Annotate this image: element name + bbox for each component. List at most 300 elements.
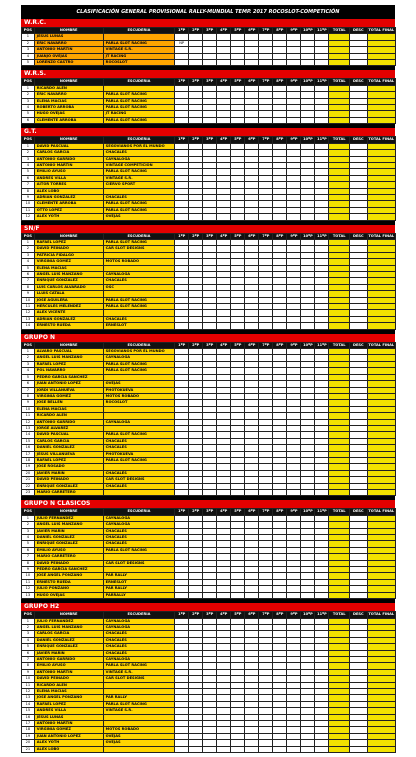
- driver-name: DANIEL GONZALEZ: [34, 535, 103, 541]
- position-cell: 7: [22, 278, 35, 284]
- team-name: CHACALES: [103, 631, 174, 637]
- total-cell: [329, 592, 349, 598]
- driver-name: DAVID PASCUAL: [34, 432, 103, 438]
- driver-name: CARLOS GARCIA: [34, 150, 103, 156]
- points-cell: [315, 746, 329, 752]
- driver-name: ANGEL LUIS MANZANO: [34, 272, 103, 278]
- driver-name: ALEX VICENTE: [34, 310, 103, 316]
- column-header: TOTAL: [329, 79, 349, 85]
- column-header: 8ºP: [273, 233, 287, 239]
- column-header: DESC: [349, 612, 367, 618]
- table-row: [22, 323, 396, 329]
- column-header: ESCUDERIA: [103, 137, 174, 143]
- driver-name: JUANJO OVEJAS: [34, 53, 103, 59]
- column-header: 6ºP: [245, 233, 259, 239]
- column-header: 1ºP: [175, 612, 189, 618]
- team-name: MOTOS ROBADO: [103, 259, 174, 265]
- table-row: [22, 60, 396, 66]
- position-cell: 5: [22, 169, 35, 175]
- team-name: CAYNALOGA: [103, 156, 174, 162]
- position-cell: 12: [22, 419, 35, 425]
- position-cell: 6: [22, 175, 35, 181]
- position-cell: 4: [22, 368, 35, 374]
- points-cell: [189, 746, 203, 752]
- position-cell: 5: [22, 374, 35, 380]
- column-header: 3ºP: [203, 28, 217, 34]
- column-header: 4ºP: [217, 233, 231, 239]
- points-cell: [175, 323, 189, 329]
- driver-name: JOSE ROSADO: [34, 464, 103, 470]
- position-cell: 10: [22, 201, 35, 207]
- team-name: ERNESLOT: [103, 579, 174, 585]
- team-name: PHOTOKUEVA: [103, 387, 174, 393]
- driver-name: RAFAEL LOPEZ: [34, 457, 103, 463]
- driver-name: JOSE ANGEL PONZANO: [34, 573, 103, 579]
- points-cell: [301, 592, 315, 598]
- position-cell: 3: [22, 528, 35, 534]
- points-cell: [231, 60, 245, 66]
- column-header: 8ºP: [273, 137, 287, 143]
- final-total-cell: [367, 490, 395, 496]
- position-cell: 5: [22, 644, 35, 650]
- column-header: 1ºP: [175, 509, 189, 515]
- position-cell: 3: [22, 252, 35, 258]
- section-title: G.T.: [21, 128, 395, 136]
- position-cell: 6: [22, 117, 35, 123]
- position-cell: 10: [22, 676, 35, 682]
- column-header: TOTAL FINAL: [368, 612, 395, 617]
- standings-table: [21, 233, 396, 330]
- column-header: 10ºP: [301, 137, 315, 143]
- column-header: 4ºP: [217, 79, 231, 85]
- column-header: 2ºP: [189, 509, 203, 515]
- discard-cell: [349, 117, 367, 123]
- column-header: ESCUDERIA: [103, 509, 174, 515]
- column-header: 9ºP: [287, 79, 301, 85]
- team-name: CHACALES: [103, 483, 174, 489]
- column-header: 10ºP: [301, 233, 315, 239]
- column-header: NOMBRE: [34, 612, 103, 618]
- driver-name: EMILIO AYUSO: [34, 547, 103, 553]
- driver-name: RAFAEL LOPEZ: [34, 361, 103, 367]
- driver-name: DAVID PEINADO: [34, 560, 103, 566]
- standings-table: [21, 342, 396, 497]
- column-header: 11ºP: [315, 137, 329, 143]
- column-header: DESC: [349, 342, 367, 348]
- driver-name: RAFAEL LOPEZ: [34, 239, 103, 245]
- team-name: CAR SLOT DESIGNS: [103, 560, 174, 566]
- team-name: CAYNALOGA: [103, 624, 174, 630]
- driver-name: JORDI VILLANUEVA: [34, 387, 103, 393]
- column-header: NOMBRE: [34, 233, 103, 239]
- column-header: 6ºP: [245, 28, 259, 34]
- position-cell: 10: [22, 573, 35, 579]
- position-cell: 15: [22, 438, 35, 444]
- position-cell: 16: [22, 714, 35, 720]
- points-cell: [245, 117, 259, 123]
- driver-name: HUGO OVEJAS: [34, 592, 103, 598]
- points-cell: [315, 214, 329, 220]
- driver-name: ANTONIO GARRIDO: [34, 656, 103, 662]
- column-header: 1ºP: [175, 28, 189, 34]
- points-cell: [315, 117, 329, 123]
- driver-name: JESUS LUNAS: [34, 714, 103, 720]
- points-cell: [287, 323, 301, 329]
- driver-name: LLUIS CATALA: [34, 291, 103, 297]
- column-header: 5ºP: [231, 342, 245, 348]
- driver-name: ELENA MACIAS: [34, 406, 103, 412]
- column-header: 8ºP: [273, 509, 287, 515]
- position-cell: 4: [22, 535, 35, 541]
- position-cell: 10: [22, 297, 35, 303]
- column-header: 10ºP: [301, 28, 315, 34]
- column-header: NOMBRE: [34, 137, 103, 143]
- driver-name: ERNESTO RUEDA: [34, 579, 103, 585]
- column-header: 10ºP: [301, 79, 315, 85]
- standings-table: [21, 78, 396, 124]
- position-cell: 8: [22, 393, 35, 399]
- driver-name: DAVID PEINADO: [34, 676, 103, 682]
- driver-name: JOSE ANGEL PONZANO: [34, 695, 103, 701]
- driver-name: JAVIER MARIN: [34, 470, 103, 476]
- position-cell: 3: [22, 98, 35, 104]
- position-cell: 6: [22, 272, 35, 278]
- position-cell: 7: [22, 387, 35, 393]
- position-cell: 4: [22, 53, 35, 59]
- position-cell: 13: [22, 425, 35, 431]
- driver-name: JULIO FERNANDEZ: [34, 618, 103, 624]
- driver-name: ANDRES VILLA: [34, 708, 103, 714]
- team-name: VINTAGE S.R.: [103, 708, 174, 714]
- team-name: CHACALES: [103, 644, 174, 650]
- column-header: TOTAL: [329, 137, 349, 143]
- team-name: OVEJAS: [103, 381, 174, 387]
- driver-name: ELENA MACIAS: [34, 98, 103, 104]
- position-cell: 1: [22, 239, 35, 245]
- driver-name: VIRGINIA GOMEZ: [34, 727, 103, 733]
- points-cell: [175, 214, 189, 220]
- column-header: 2ºP: [189, 137, 203, 143]
- points-cell: [203, 592, 217, 598]
- position-cell: 11: [22, 304, 35, 310]
- points-cell: [189, 592, 203, 598]
- points-cell: [245, 214, 259, 220]
- position-cell: 1: [22, 143, 35, 149]
- total-cell: [329, 117, 349, 123]
- team-name: CHACALES: [103, 535, 174, 541]
- driver-name: HERCULES MELENDEZ: [34, 304, 103, 310]
- position-cell: 14: [22, 323, 35, 329]
- column-header: 9ºP: [287, 137, 301, 143]
- team-name: ROCOSLOT: [103, 60, 174, 66]
- driver-name: ALEX YOTH: [34, 214, 103, 220]
- column-header: NOMBRE: [34, 79, 103, 85]
- driver-name: ADRIAN GONZALEZ: [34, 316, 103, 322]
- position-cell: 4: [22, 259, 35, 265]
- column-header: 5ºP: [231, 509, 245, 515]
- driver-name: RICARDO ALEN: [34, 682, 103, 688]
- points-cell: [301, 117, 315, 123]
- column-header: TOTAL FINAL: [368, 137, 395, 142]
- position-cell: 17: [22, 721, 35, 727]
- position-cell: 11: [22, 207, 35, 213]
- position-cell: 13: [22, 695, 35, 701]
- points-cell: [259, 60, 273, 66]
- points-cell: [203, 60, 217, 66]
- driver-name: RICARDO ALEN: [34, 85, 103, 91]
- team-name: PARLA SLOT RACING: [103, 304, 174, 310]
- team-name: CHACALES: [103, 528, 174, 534]
- position-cell: 1: [22, 515, 35, 521]
- driver-name: JOSE BELLEN: [34, 400, 103, 406]
- standings-table: [21, 136, 396, 220]
- table-row: [22, 490, 396, 496]
- driver-name: CLEMENTE ARROBA: [34, 117, 103, 123]
- final-total-cell: [367, 117, 395, 123]
- column-header: 6ºP: [245, 509, 259, 515]
- column-header: 10ºP: [301, 509, 315, 515]
- team-name: CHACALES: [103, 316, 174, 322]
- driver-name: JORGE ALVAREZ: [34, 425, 103, 431]
- position-cell: 1: [22, 349, 35, 355]
- team-name: PARRALLY: [103, 592, 174, 598]
- position-cell: 1: [22, 34, 35, 40]
- driver-name: JUAN ANTONIO LOPEZ: [34, 381, 103, 387]
- column-header: 5ºP: [231, 612, 245, 618]
- team-name: CAYNALOGA: [103, 272, 174, 278]
- final-total-cell: [367, 214, 395, 220]
- points-cell: [287, 592, 301, 598]
- column-header: 7ºP: [259, 233, 273, 239]
- discard-cell: [349, 60, 367, 66]
- position-cell: 23: [22, 490, 35, 496]
- team-name: SEGOVIANOS POR EL MUNDO: [103, 349, 174, 355]
- team-name: PARLA SLOT RACING: [103, 98, 174, 104]
- position-cell: 1: [22, 85, 35, 91]
- section-title: GRUPO N: [21, 334, 395, 342]
- table-row: [22, 214, 396, 220]
- column-header: 4ºP: [217, 509, 231, 515]
- driver-name: LUIS CARLOS ALVARADO: [34, 284, 103, 290]
- team-name: CAYNALOGA: [103, 656, 174, 662]
- column-header: 9ºP: [287, 509, 301, 515]
- points-cell: [259, 117, 273, 123]
- table-row: [22, 117, 396, 123]
- column-header: 2ºP: [189, 28, 203, 34]
- column-header: 7ºP: [259, 509, 273, 515]
- team-name: CHACALES: [103, 637, 174, 643]
- column-header: 1ºP: [175, 342, 189, 348]
- driver-name: ELENA MACIAS: [34, 265, 103, 271]
- position-cell: 9: [22, 669, 35, 675]
- column-header: 9ºP: [287, 28, 301, 34]
- sections-container: [21, 19, 395, 757]
- points-cell: [189, 323, 203, 329]
- driver-name: ALVARO PASCUAL: [34, 349, 103, 355]
- driver-name: RAFAEL LOPEZ: [34, 701, 103, 707]
- driver-name: JAVIER MARIN: [34, 650, 103, 656]
- column-header: 11ºP: [315, 233, 329, 239]
- standings-sheet: [21, 5, 395, 751]
- position-cell: 5: [22, 265, 35, 271]
- driver-name: JESUS LUNAS: [34, 34, 103, 40]
- points-cell: [203, 214, 217, 220]
- position-cell: 8: [22, 284, 35, 290]
- points-cell: [287, 746, 301, 752]
- total-cell: [329, 323, 349, 329]
- position-cell: 1: [22, 618, 35, 624]
- driver-name: ADRIAN GONZALEZ: [34, 194, 103, 200]
- driver-name: MARIO CARRETERO: [34, 490, 103, 496]
- position-cell: 5: [22, 111, 35, 117]
- section-title: GRUPO N CLASICOS: [21, 500, 395, 508]
- column-header: POS: [22, 233, 35, 239]
- driver-name: DAVID PASCUAL: [34, 143, 103, 149]
- discard-cell: [349, 323, 367, 329]
- driver-name: ANGEL LUIS MANZANO: [34, 355, 103, 361]
- position-cell: 11: [22, 682, 35, 688]
- driver-name: ERIC NAVARRO: [34, 40, 103, 46]
- points-cell: [217, 60, 231, 66]
- team-name: CAYNALOGA: [103, 618, 174, 624]
- driver-name: ANTONIO MARTIN: [34, 47, 103, 53]
- team-name: CAR SLOT DESIGNS: [103, 676, 174, 682]
- team-name: PAR RALLY: [103, 586, 174, 592]
- table-row: [22, 746, 396, 752]
- position-cell: 14: [22, 432, 35, 438]
- column-header: 9ºP: [287, 233, 301, 239]
- team-name: OVEJAS: [103, 740, 174, 746]
- driver-name: JOSE AGUILERA: [34, 297, 103, 303]
- team-name: SEGOVIANOS POR EL MUNDO: [103, 143, 174, 149]
- position-cell: 3: [22, 156, 35, 162]
- column-header: 7ºP: [259, 137, 273, 143]
- column-header: 6ºP: [245, 137, 259, 143]
- position-cell: 19: [22, 464, 35, 470]
- column-header: ESCUDERIA: [103, 28, 174, 34]
- team-name: CHACALES: [103, 194, 174, 200]
- column-header: 2ºP: [189, 342, 203, 348]
- points-cell: [231, 746, 245, 752]
- column-header: 3ºP: [203, 79, 217, 85]
- discard-cell: [349, 746, 367, 752]
- team-name: PARLA SLOT RACING: [103, 701, 174, 707]
- standings-table: [21, 611, 396, 753]
- points-cell: [301, 490, 315, 496]
- position-cell: 2: [22, 40, 35, 46]
- column-header: POS: [22, 28, 35, 34]
- points-cell: [273, 592, 287, 598]
- position-cell: 2: [22, 150, 35, 156]
- driver-name: EMILIO AYUSO: [34, 663, 103, 669]
- team-name: OSC: [103, 284, 174, 290]
- team-name: ROCOSLOT: [103, 400, 174, 406]
- column-header: POS: [22, 137, 35, 143]
- team-name: PARLA SLOT RACING: [103, 457, 174, 463]
- column-header: 8ºP: [273, 342, 287, 348]
- driver-name: CLEMENTE ARROBA: [34, 201, 103, 207]
- points-cell: [231, 117, 245, 123]
- points-cell: [217, 323, 231, 329]
- team-name: PHOTOKUEVA: [103, 451, 174, 457]
- team-name: PARLA SLOT RACING: [103, 117, 174, 123]
- discard-cell: [349, 214, 367, 220]
- position-cell: 3: [22, 361, 35, 367]
- section-title: W.R.S.: [21, 70, 395, 78]
- column-header: TOTAL: [329, 28, 349, 34]
- column-header: 9ºP: [287, 612, 301, 618]
- column-header: 5ºP: [231, 79, 245, 85]
- driver-name: ROBERTO ARROBA: [34, 105, 103, 111]
- points-cell: [259, 592, 273, 598]
- points-cell: [217, 746, 231, 752]
- column-header: TOTAL FINAL: [368, 79, 395, 84]
- driver-name: ERIC NAVARRO: [34, 92, 103, 98]
- driver-name: MARIO CARRETERO: [34, 554, 103, 560]
- driver-name: DANIEL GONZALEZ: [34, 445, 103, 451]
- points-cell: [301, 60, 315, 66]
- team-name: PARLA SLOT RACING: [103, 297, 174, 303]
- team-name: CAYNALOGA: [103, 419, 174, 425]
- position-cell: 4: [22, 637, 35, 643]
- driver-name: JULIO PONZANO: [34, 586, 103, 592]
- driver-name: ANGEL LUIS MANZANO: [34, 624, 103, 630]
- points-cell: [287, 60, 301, 66]
- team-name: CAYNALOGA: [103, 522, 174, 528]
- column-header: 7ºP: [259, 28, 273, 34]
- discard-cell: [349, 490, 367, 496]
- driver-name: PEDRO GARCIA SANCHEZ: [34, 567, 103, 573]
- position-cell: 21: [22, 746, 35, 752]
- team-name: CHACALES: [103, 445, 174, 451]
- position-cell: 12: [22, 214, 35, 220]
- position-cell: 4: [22, 105, 35, 111]
- team-name: MOTOS ROBADO: [103, 393, 174, 399]
- driver-name: ERNESTO RUEDA: [34, 323, 103, 329]
- position-cell: 12: [22, 310, 35, 316]
- driver-name: ANTONIO MARTIN: [34, 162, 103, 168]
- position-cell: 8: [22, 663, 35, 669]
- points-cell: [175, 490, 189, 496]
- column-header: ESCUDERIA: [103, 342, 174, 348]
- points-cell: [189, 117, 203, 123]
- points-cell: [231, 592, 245, 598]
- points-cell: [315, 592, 329, 598]
- points-cell: [175, 746, 189, 752]
- team-name: [103, 746, 174, 752]
- driver-name: CARLOS GARCIA: [34, 631, 103, 637]
- points-cell: [315, 60, 329, 66]
- team-name: VINTAGE COMPETICION: [103, 162, 174, 168]
- column-header: TOTAL: [329, 612, 349, 618]
- column-header: 4ºP: [217, 137, 231, 143]
- column-header: 4ºP: [217, 612, 231, 618]
- driver-name: JUAN ANTONIO LOPEZ: [34, 733, 103, 739]
- driver-name: ANDRES VILLA: [34, 175, 103, 181]
- column-header: 8ºP: [273, 28, 287, 34]
- column-header: TOTAL: [329, 233, 349, 239]
- points-cell: NP: [175, 40, 189, 46]
- position-cell: 20: [22, 740, 35, 746]
- column-header: 2ºP: [189, 79, 203, 85]
- column-header: 7ºP: [259, 79, 273, 85]
- points-cell: [259, 214, 273, 220]
- position-cell: 9: [22, 291, 35, 297]
- column-header: DESC: [349, 137, 367, 143]
- team-name: PARLA SLOT RACING: [103, 547, 174, 553]
- column-header: TOTAL FINAL: [368, 509, 395, 514]
- column-header: POS: [22, 342, 35, 348]
